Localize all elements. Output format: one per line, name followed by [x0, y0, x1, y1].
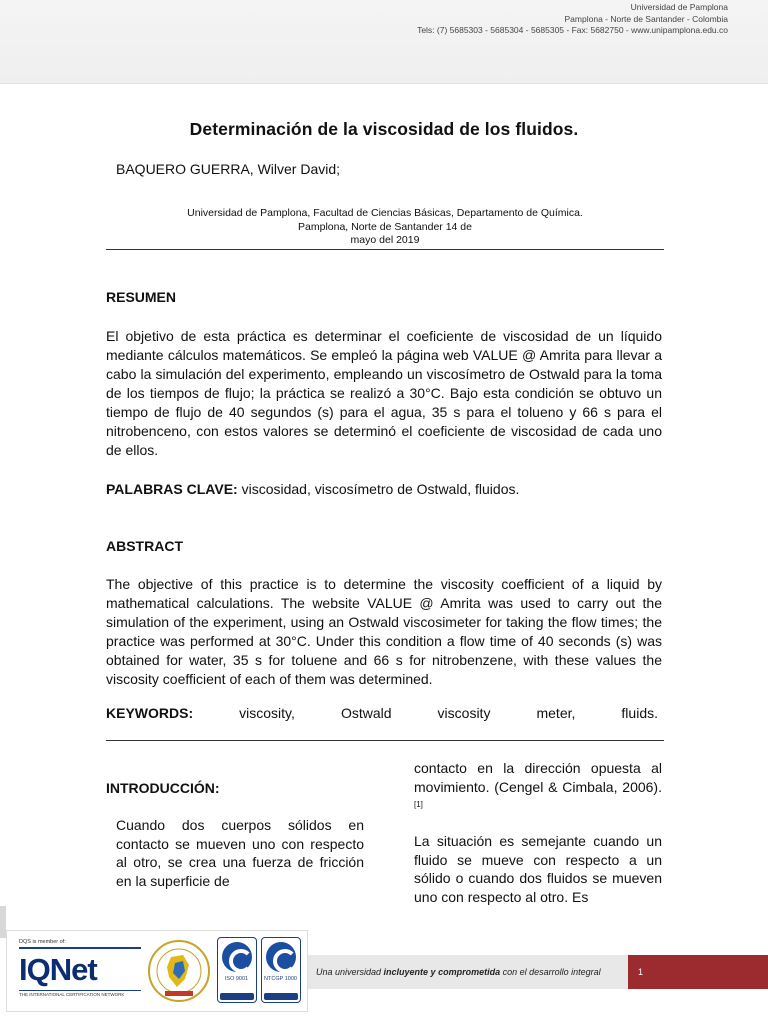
abstract-keywords-label: KEYWORDS: — [106, 705, 194, 721]
abstract-body: The objective of this practice is to determine the viscosity coefficient of a liquid by mathematical calculations. The website VALUE @ Amrita was used to carry out the simulation of the experiment, using an Ostwald viscosimeter for taking the flow times; the practice was performed at 30°C. Under this condition a flow time of 40 seconds (s) was obtained for water, 35 s for toluene and 66 s for nitrobenzene, with these values the viscosity coefficient of each of them was determined. — [106, 576, 662, 687]
iso-9001-label: ISO 9001 — [224, 976, 249, 982]
iqnet-member-text: DQS is member of: — [19, 939, 66, 945]
affiliation-line-1: Universidad de Pamplona, Facultad de Ciencias Básicas, Departamento de Química. — [187, 207, 583, 219]
abstract-keywords — [106, 704, 658, 723]
introduccion-right-text: contacto en la dirección opuesta al movimiento. (Cengel & Cimbala, 2006). — [414, 760, 662, 795]
slogan-bold: incluyente y comprometida — [383, 967, 501, 977]
header-info — [417, 2, 728, 37]
ntcgp-1000-badge — [261, 937, 301, 1003]
header-institution: Universidad de Pamplona — [630, 2, 728, 12]
footer-slogan — [308, 955, 628, 989]
resumen-keywords-label: PALABRAS CLAVE: — [106, 481, 238, 497]
header-contact: Tels: (7) 5685303 - 5685304 - 5685305 - Fax: 5682750 - www.unipamplona.edu.co — [417, 25, 728, 35]
page-header — [0, 0, 768, 84]
document-affiliation — [160, 207, 610, 248]
introduccion-left-column: Cuando dos cuerpos sólidos en contacto se mueven uno con respecto al otro, se crea una fuerza de fricción en la superficie de — [116, 817, 364, 889]
slogan-pre: Una universidad — [316, 967, 384, 977]
introduccion-right-column-2: La situación es semejante cuando un fluido se mueve con respecto a un sólido o cuando dos fluidos se mueven uno con respecto al otro. Es — [414, 833, 662, 905]
keyword: Ostwald — [340, 705, 392, 721]
keyword: fluids. — [621, 705, 658, 721]
resumen-keywords — [106, 480, 658, 499]
iqnet-logo — [19, 939, 141, 1005]
abstract-divider — [106, 740, 664, 741]
university-seal-icon — [147, 939, 211, 1003]
icontec-icon — [222, 942, 252, 972]
resumen-body: El objetivo de esta práctica es determinar el coeficiente de viscosidad de un líquido mediante cálculos matemáticos. Se empleó la página web VALUE @ Amrita para llevar a cabo la simulación del experimento, empleando un viscosímetro de Ostwald para la toma de los tiempos de flujo; la práctica se realizó a 30°C. Bajo esta condición se obtuvo un tiempo de flujo de 40 segundos (s) para el agua, 35 s para el tolueno y 66 s para el nitrobenceno, con estos valores se determinó el coeficiente de viscosidad de cada uno de ellos. — [106, 328, 662, 458]
keyword: viscosity — [437, 705, 491, 721]
page-number: 1 — [628, 955, 768, 989]
introduccion-heading: INTRODUCCIÓN: — [106, 780, 220, 796]
introduccion-right-column-1 — [414, 759, 662, 817]
citation-ref[interactable]: [1] — [414, 800, 423, 809]
abstract-heading: ABSTRACT — [106, 538, 183, 554]
document-title: Determinación de la viscosidad de los fluidos. — [189, 119, 579, 139]
document-authors: BAQUERO GUERRA, Wilver David; — [116, 161, 341, 177]
resumen-keywords-value: viscosidad, viscosímetro de Ostwald, fluidos. — [241, 481, 520, 497]
header-location: Pamplona - Norte de Santander - Colombia — [564, 13, 728, 24]
resumen-heading: RESUMEN — [106, 289, 177, 305]
certification-logos — [6, 930, 308, 1012]
keyword: viscosity, — [239, 705, 295, 721]
icontec-icon — [266, 942, 296, 972]
ntcgp-1000-label: NTCGP 1000 — [264, 976, 297, 982]
slogan-post: con el desarrollo integral — [500, 967, 601, 977]
affiliation-line-3: mayo del 2019 — [350, 234, 420, 246]
iqnet-tagline: THE INTERNATIONAL CERTIFICATION NETWORK — [19, 990, 141, 997]
affiliation-line-2: Pamplona, Norte de Santander 14 de — [298, 220, 472, 233]
header-divider — [106, 249, 664, 250]
keyword: meter, — [536, 705, 576, 721]
iso-9001-badge — [217, 937, 257, 1003]
iqnet-wordmark: IQNet — [19, 952, 97, 987]
